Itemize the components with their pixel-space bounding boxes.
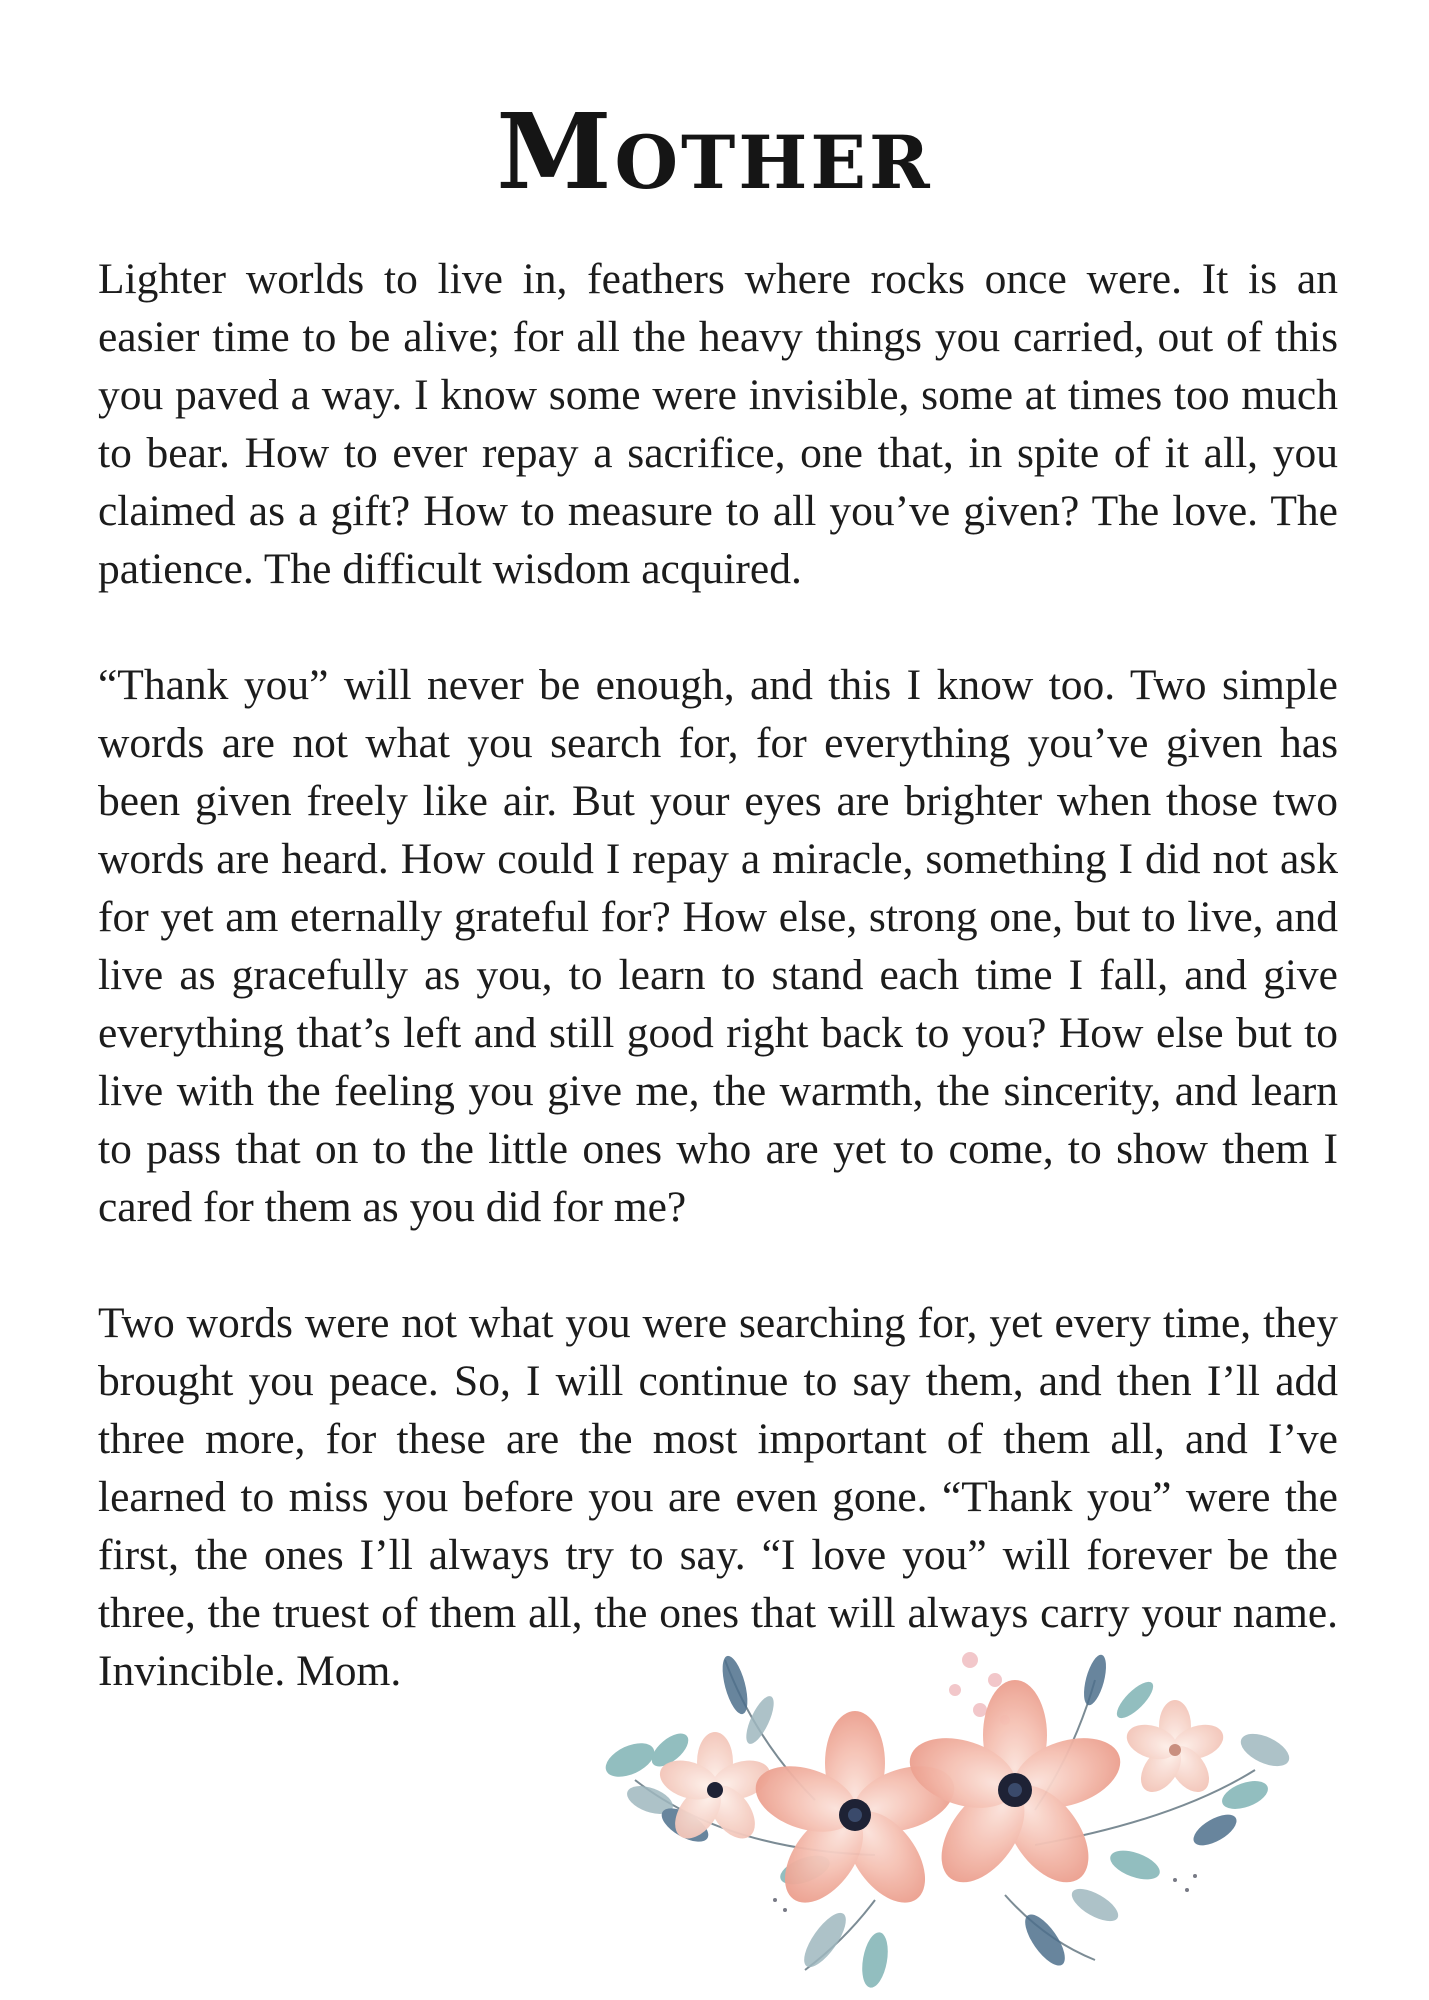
page-title: Mother [496,90,933,213]
poem-body [98,250,1338,1700]
floral-illustration [575,1640,1315,1990]
poem-paragraph-1: Lighter worlds to live in, feathers where rocks once were. It is an easier time to be alive; for all the heavy things you carried, out of this you paved a way. I know some were invisible, some at times too much to bear. How to ever repay a sacrifice, one that, in spite of it all, you claimed as a gift? How to measure to all you’ve given? The love. The patience. The difficult wisdom acquired. [98,255,1338,593]
poem-paragraph-2: “Thank you” will never be enough, and this I know too. Two simple words are not what you search for, for everything you’ve given has been given freely like air. But your eyes are brighter when those two words are heard. How could I repay a miracle, something I did not ask for yet am eternally grateful for? How else, strong one, but to live, and live as gracefully as you, to learn to stand each time I fall, and give everything that’s left and still good right back to you? How else but to live with the feeling you give me, the warmth, the sincerity, and learn to pass that on to the little ones who are yet to come, to show them I cared for them as you did for me? [98,661,1338,1231]
poem-paragraph-3: Two words were not what you were searching for, yet every time, they brought you peace. So, I will continue to say them, and then I’ll add three more, for these are the most important of them all, and I’ve learned to miss you before you are even gone. “Thank you” were the first, the ones I’ll always try to say. “I love you” will forever be the three, the truest of them all, the ones that will always carry your name. Invincible. Mom. [98,1299,1338,1695]
